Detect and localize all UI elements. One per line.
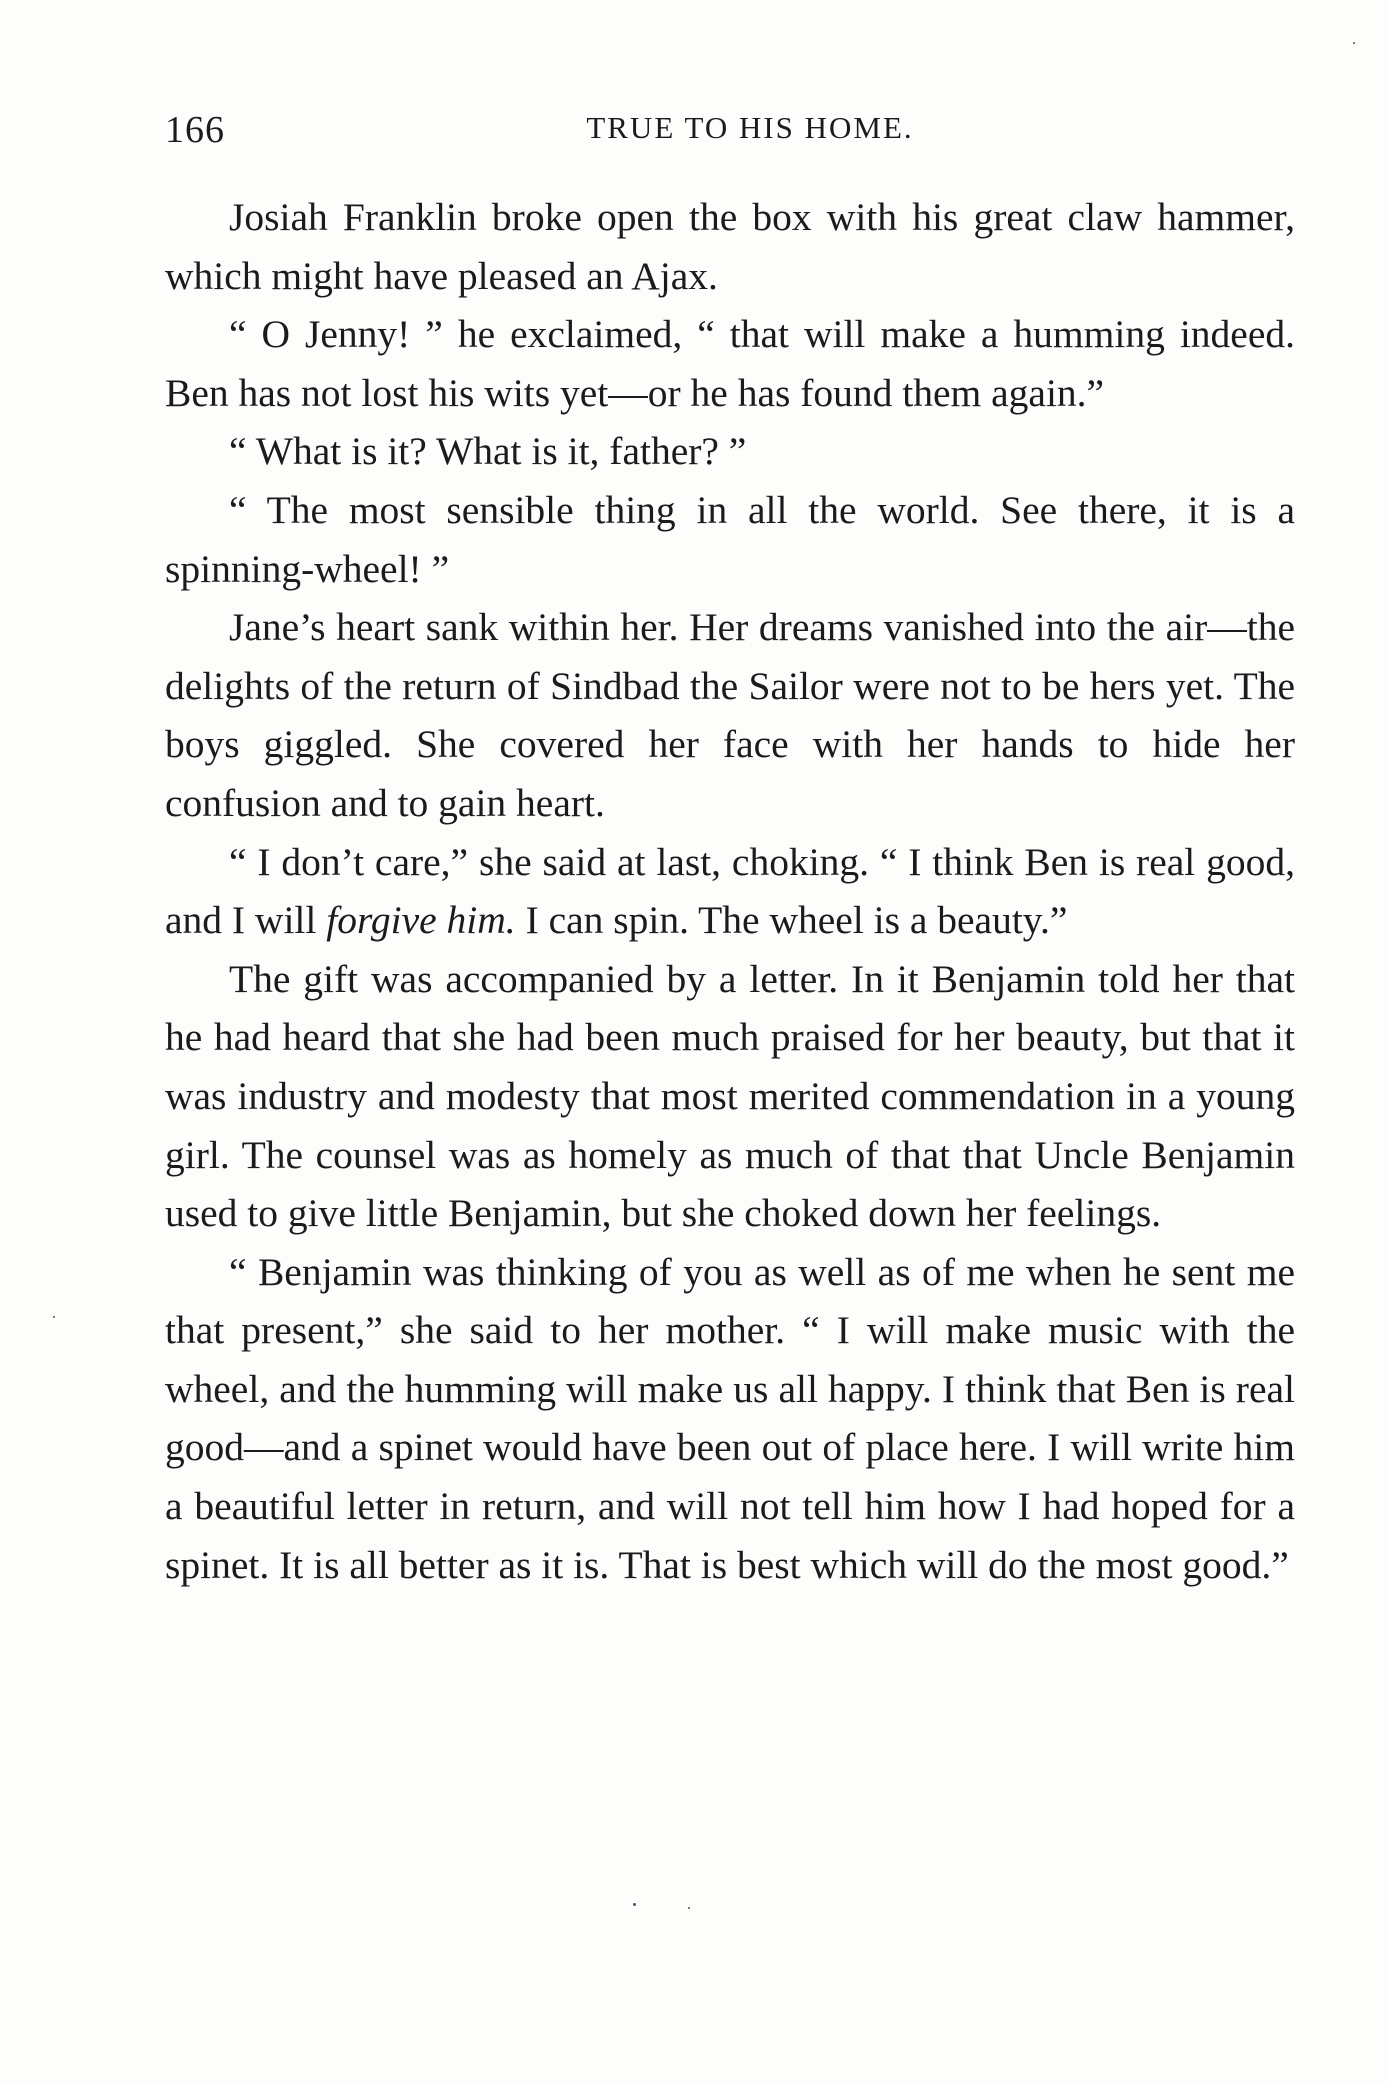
paragraph-i-dont-care [165, 833, 1295, 950]
paragraph-what-is-it: “ What is it? What is it, father? ” [229, 429, 747, 474]
running-title: TRUE TO HIS HOME. [586, 110, 914, 145]
ink-speck [1353, 42, 1355, 44]
body-text [165, 188, 1295, 1594]
paragraph-box-opened: Josiah Franklin broke open the box with his great claw hammer, which might have pleased an Ajax. [165, 195, 1295, 298]
page-number: 166 [165, 109, 225, 151]
ink-speck [53, 1316, 55, 1318]
ink-speck [688, 1907, 690, 1909]
paragraph-spinning-wheel: “ The most sensible thing in all the world. See there, it is a spinning-wheel! ” [165, 487, 1295, 591]
paragraph-text-before: “ I don’t care,” she said at last, choking. “ I think Ben is real good, and I will [165, 839, 1295, 943]
paragraph-text-after: I can spin. The wheel is a beauty.” [515, 898, 1068, 943]
paragraph-jane-heart-sank: Jane’s heart sank within her. Her dreams vanished into the air—the delights of the return of Sindbad the Sailor were not to be hers yet. The boys giggled. She covered her face with her hands to hide her confusion and to gain heart. [165, 605, 1295, 825]
paragraph-josiah-exclaims: “ O Jenny! ” he exclaimed, “ that will make a humming indeed. Ben has not lost his wits yet—or he has found them again.” [165, 312, 1295, 415]
running-head [165, 108, 1295, 158]
italic-phrase: forgive him. [326, 898, 516, 943]
paragraph-benjamin-thinking: “ Benjamin was thinking of you as well as of me when he sent me that present,” she said to her mother. “ I will make music with the wheel, and the humming will make us all happy. I think that Ben is real good—and a spinet would have been out of place here. I will write him a beautiful letter in return, and will not tell him how I had hoped for a spinet. It is all better as it is. That is best which will do the most good.” [165, 1249, 1295, 1587]
ink-speck [633, 1903, 636, 1906]
paragraph-gift-letter: The gift was accompanied by a letter. In it Benjamin told her that he had heard that she had been much praised for her beauty, but that it was industry and modesty that most merited commendation in a young girl. The counsel was as homely as much of that that Uncle Benjamin used to give little Benjamin, but she choked down her feelings. [165, 956, 1295, 1236]
